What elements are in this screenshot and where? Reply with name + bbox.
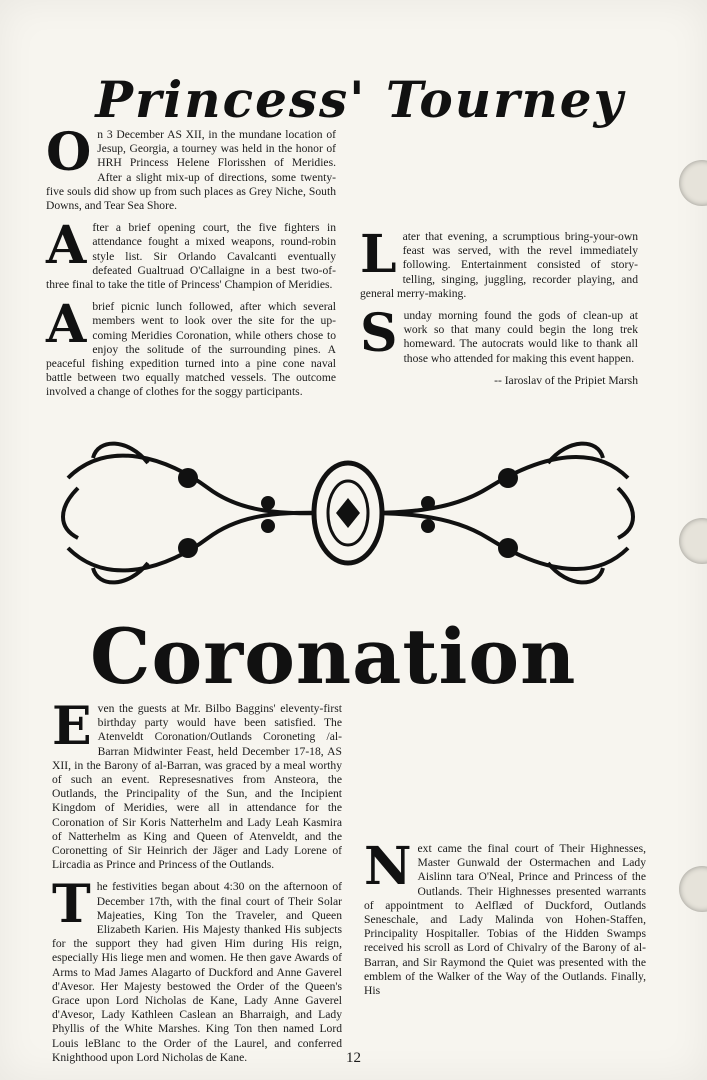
paragraph (46, 122, 336, 213)
binder-hole (679, 866, 707, 912)
binder-hole (679, 518, 707, 564)
paragraph-text: n 3 December AS XII, in the mundane location of Jesup, Georgia, a tourney was held in the honor of HRH Princess Helene Florisshen of Meridies. After a slight mix-up of directions, some twenty-five souls did show up from such places as Grey Niche, South Downs, and Tear Sea Shore. (46, 128, 336, 213)
drop-cap: L (360, 224, 397, 285)
drop-cap: E (52, 696, 92, 757)
paragraph-text: ven the guests at Mr. Bilbo Baggins' eleventy-first birthday party would have been satisfied. The Atenveldt Coronation/Outlands Coroneting /al-Barran Midwinter Feast, held December 17-18, AS XII, in the Barony of al-Barran, was graced by a meal worthy of such an event. Represesnatives from Ansteora, the Outlands, the Principality of the Sun, and the Incipient Kingdom of Meridies, were all in attendance for the Coronation of Sir Koris Natterhelm and Lady Leah Kasmira of Natterhelm as King and Queen of Atenveldt, and the Coronetting of Sir Heinrich der Jäger and Lady Lorene of Lircadia as Prince and Princess of the Outlands. (52, 702, 342, 872)
scrollwork-ornament-icon (48, 418, 648, 608)
drop-cap: S (360, 303, 398, 365)
drop-cap: O (46, 122, 92, 183)
paragraph (52, 696, 342, 872)
paragraph-text: unday morning found the gods of clean-up at work so that many could begin the long trek homeward. The autocrats would like to thank all those who attended for making this event happen. (403, 309, 638, 365)
article-1-left-column (46, 122, 336, 400)
article-1-right-column (360, 224, 638, 388)
signature: -- Iaroslav of the Pripiet Marsh (494, 373, 638, 387)
paragraph (360, 224, 638, 301)
paragraph-text: ext came the final court of Their Highnesses, Master Gunwald der Ostermachen and Lady Aislinn tara O'Neal, Prince and Princess of the Outlands. Their Highnesses presented warrants of appointment to Aelflæd of Duckford, Outlands Seneschale, and Lady Malinda von Hohen-Staffen, Principality Hospitaller. Tobias of the Hidden Swamps received his scroll as Lord of Chivalry of the Barony of al-Barran, and Sir Raymond the Quiet was presented with the emblem of the Walker of the Way of the Outlands. Finally, His (364, 842, 646, 998)
drop-cap: N (364, 836, 412, 897)
drop-cap: T (52, 874, 91, 936)
paragraph-text: fter a brief opening court, the five fighters in attendance fought a mixed weapons, round-robin style list. Sir Orlando Cavalcanti eventually defeated Gualtruad O'Callaigne in a best two-of-three final to take the title of Princess' Champion of Meridies. (46, 221, 336, 292)
paragraph (360, 303, 638, 366)
paragraph-text: he festivities began about 4:30 on the afternoon of December 17th, with the final court of Their Solar Majeaties, King Ton the Traveler, and Queen Elizabeth Karien. His Majesty thanked His subjects for the support they had given Him during His reign, especially His liege men and women. He then gave Awards of Arms to Mad James Alagarto of Duckford and Anne Gaverel d'Avesor. Her Majesty bestowed the Order of the Queen's Grace upon Lord Nicholas de Kane, Lady Anne Gaverel d'Avesor, Lady Kathleen Caslean an Bharraigh, and Lady Phyllis of the White Marshes. King Ton then named Lord Louis leBlanc to the Order of the Laurel, and conferred Knighthood upon Lord Nicholas de Kane. (52, 880, 342, 1064)
paragraph (46, 215, 336, 292)
article-2-left-column (52, 696, 342, 1065)
drop-cap: A (46, 294, 87, 356)
paragraph-text: ater that evening, a scrumptious bring-your-own feast was served, with the revel immediately following. Entertainment consisted of story-telling, singing, juggling, recorder playing, and general merry-making. (360, 230, 638, 300)
binder-hole (679, 160, 707, 206)
page-number: 12 (346, 1050, 361, 1066)
paragraph (52, 874, 342, 1065)
paragraph-text: brief picnic lunch followed, after which several members went to look over the site for the up-coming Meridies Coronation, while others chose to enjoy the solitude of the surrounding pines. A peaceful fishing expedition turned into a pine cone naval battle between two equally matched vessels. The outcome involved a change of clothes for the soggy participants. (46, 300, 336, 399)
article-2-right-column (364, 836, 646, 1006)
drop-cap: A (46, 215, 87, 277)
title-coronation: Coronation (90, 612, 577, 701)
paragraph (364, 836, 646, 998)
paragraph (46, 294, 336, 399)
title-princess-tourney: Princess' Tourney (95, 70, 625, 129)
